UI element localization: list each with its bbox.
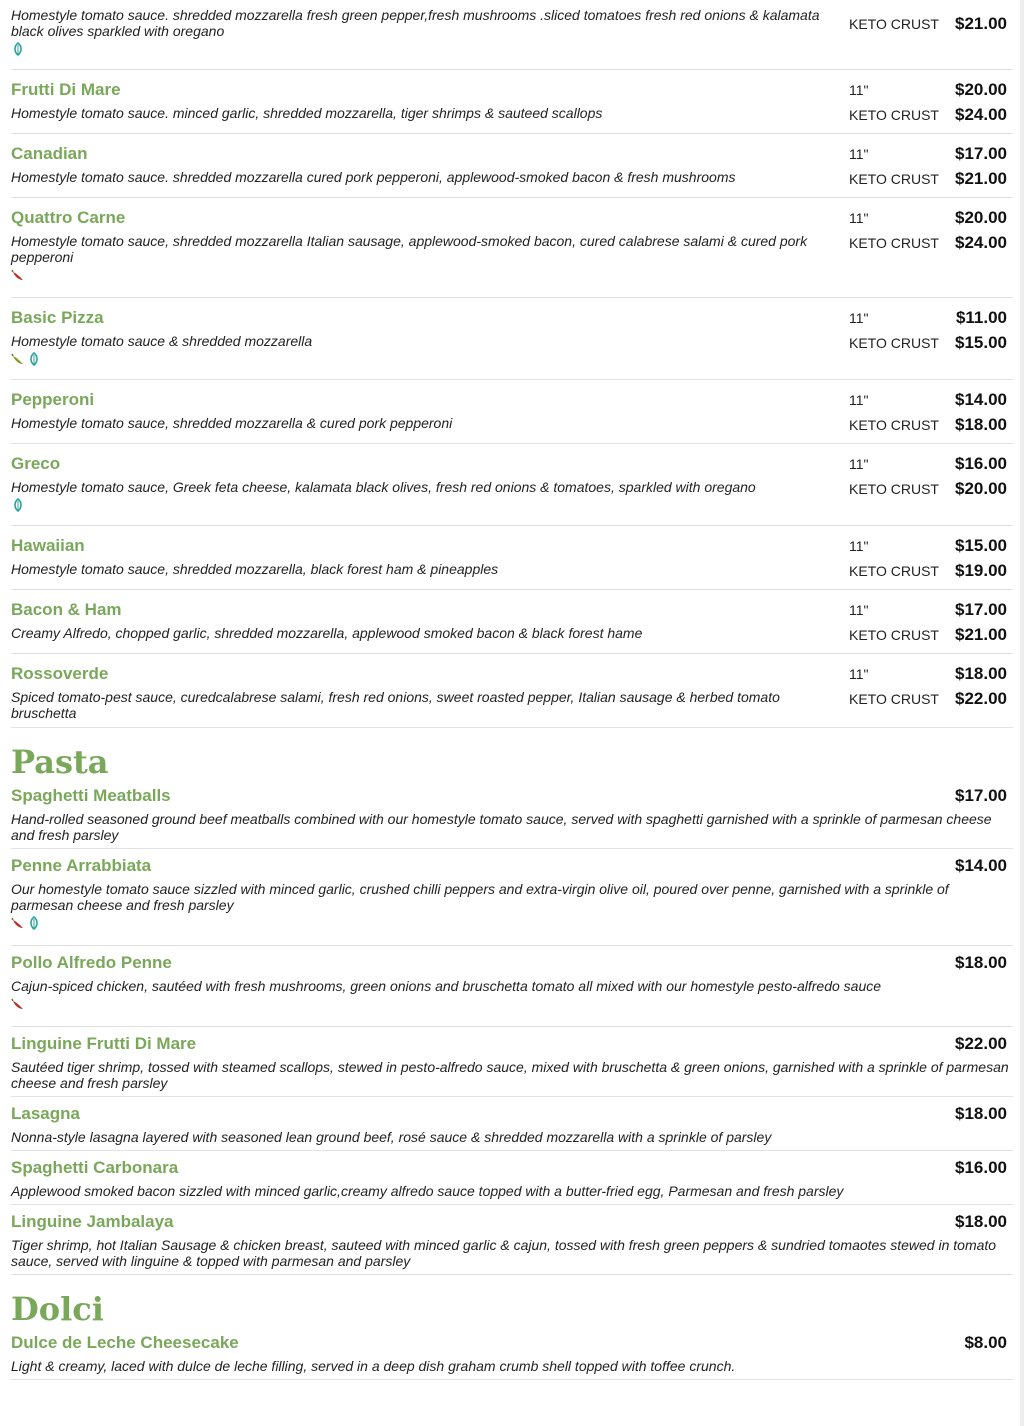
price-row xyxy=(849,476,1007,501)
price-value: $16.00 xyxy=(955,1158,1007,1177)
item-info xyxy=(11,1097,1011,1150)
price-value: $21.00 xyxy=(955,13,1007,33)
item-name[interactable]: Spaghetti Meatballs xyxy=(11,786,171,805)
item-info xyxy=(11,1329,1011,1379)
price-row xyxy=(849,11,1007,36)
item-name[interactable]: Penne Arrabbiata xyxy=(11,856,152,875)
price-size-label: KETO CRUST xyxy=(849,170,939,187)
item-info xyxy=(11,654,841,727)
pasta-item xyxy=(11,782,1013,849)
price-row xyxy=(849,166,1007,191)
item-info xyxy=(11,590,841,653)
price-list xyxy=(849,141,1007,191)
price-list xyxy=(849,387,1007,437)
item-info xyxy=(11,782,1011,848)
pizza-item xyxy=(11,526,1013,590)
pasta-item xyxy=(11,946,1013,1027)
price-value: $20.00 xyxy=(955,478,1007,498)
vegetarian-icon xyxy=(27,352,41,366)
pasta-section-title: Pasta xyxy=(11,743,109,781)
item-info xyxy=(11,1151,1011,1204)
price-value: $19.00 xyxy=(955,560,1007,580)
item-description: Homestyle tomato sauce. minced garlic, shredded mozzarella, tiger shrimps & sauteed scallops xyxy=(11,105,603,121)
item-description: Spiced tomato-pest sauce, curedcalabrese salami, fresh red onions, sweet roasted pepper, Italian sausage & herbed tomato bruschetta xyxy=(11,689,780,721)
price-size-label: 11" xyxy=(849,145,869,162)
price-list xyxy=(849,533,1007,583)
pizza-item xyxy=(11,134,1013,198)
price-size-label: KETO CRUST xyxy=(849,690,939,707)
spicy-icon xyxy=(11,997,25,1011)
price-size-label: KETO CRUST xyxy=(849,480,939,497)
item-description: Homestyle tomato sauce, Greek feta cheese, kalamata black olives, fresh red onions & tomatoes, sparkled with oregano xyxy=(11,479,756,495)
item-name[interactable]: Pollo Alfredo Penne xyxy=(11,953,172,972)
item-name[interactable]: Pepperoni xyxy=(11,390,95,409)
item-name[interactable]: Bacon & Ham xyxy=(11,600,122,619)
item-name[interactable]: Linguine Frutti Di Mare xyxy=(11,1034,197,1053)
price-row xyxy=(849,230,1007,255)
price-list xyxy=(849,597,1007,647)
item-name[interactable]: Basic Pizza xyxy=(11,308,104,327)
price-value: $24.00 xyxy=(955,104,1007,124)
item-description: Homestyle tomato sauce, shredded mozzarella, black forest ham & pineapples xyxy=(11,561,499,577)
pasta-item xyxy=(11,1027,1013,1097)
dolci-item xyxy=(11,1329,1013,1380)
price-size-label: 11" xyxy=(849,391,869,408)
price-value: $21.00 xyxy=(955,168,1007,188)
price-row xyxy=(849,558,1007,583)
vegetarian-icon xyxy=(11,42,25,56)
vegetarian-icon xyxy=(27,916,41,930)
price-value: $24.00 xyxy=(955,232,1007,252)
price-size-label: 11" xyxy=(849,455,869,472)
pizza-item xyxy=(11,7,1013,70)
item-description: Nonna-style lasagna layered with seasoned lean ground beef, rosé sauce & shredded mozzarella with a sprinkle of parsley xyxy=(11,1129,772,1145)
price-value: $17.00 xyxy=(955,599,1007,619)
price-value: $14.00 xyxy=(955,856,1007,875)
price-value: $22.00 xyxy=(955,1034,1007,1053)
price-value: $15.00 xyxy=(955,535,1007,555)
diet-icons xyxy=(11,351,841,367)
price-value: $20.00 xyxy=(955,207,1007,227)
price-value: $18.00 xyxy=(955,663,1007,683)
price-value: $20.00 xyxy=(955,79,1007,99)
price-size-label: 11" xyxy=(849,665,869,682)
item-description: Hand-rolled seasoned ground beef meatballs combined with our homestyle tomato sauce, served with spaghetti garnished with a sprinkle of parmesan cheese and fresh parsley xyxy=(11,811,992,843)
price-size-label: KETO CRUST xyxy=(849,626,939,643)
item-info xyxy=(11,380,841,443)
price-row xyxy=(849,205,1007,230)
price-size-label: 11" xyxy=(849,601,869,618)
diet-icons xyxy=(11,497,841,513)
pasta-item xyxy=(11,849,1013,946)
price-row xyxy=(849,141,1007,166)
price-list xyxy=(849,11,1007,36)
pizza-item xyxy=(11,380,1013,444)
item-info xyxy=(11,444,841,525)
price-list xyxy=(849,451,1007,501)
item-info xyxy=(11,298,841,379)
item-description: Homestyle tomato sauce. shredded mozzarella cured pork pepperoni, applewood-smoked bacon & fresh mushrooms xyxy=(11,169,736,185)
item-name[interactable]: Quattro Carne xyxy=(11,208,126,227)
diet-icons xyxy=(11,41,841,57)
price-value: $18.00 xyxy=(955,1104,1007,1123)
item-name[interactable]: Canadian xyxy=(11,144,88,163)
price-size-label: KETO CRUST xyxy=(849,334,939,351)
item-description: Light & creamy, laced with dulce de leche filling, served in a deep dish graham crumb shell topped with toffee crunch. xyxy=(11,1358,736,1374)
item-info xyxy=(11,849,1011,945)
price-row xyxy=(849,451,1007,476)
item-info xyxy=(11,1027,1011,1096)
vegetarian-icon xyxy=(11,498,25,512)
price-value: $8.00 xyxy=(964,1333,1007,1352)
item-name[interactable]: Linguine Jambalaya xyxy=(11,1212,174,1231)
item-description: Homestyle tomato sauce, shredded mozzarella & cured pork pepperoni xyxy=(11,415,453,431)
pasta-item xyxy=(11,1097,1013,1151)
item-info xyxy=(11,946,1011,1026)
price-row xyxy=(849,412,1007,437)
price-size-label: KETO CRUST xyxy=(849,416,939,433)
item-info xyxy=(11,70,841,131)
price-row xyxy=(849,597,1007,622)
item-info xyxy=(11,198,841,297)
item-description: Creamy Alfredo, chopped garlic, shredded mozzarella, applewood smoked bacon & black forest hame xyxy=(11,625,643,641)
price-value: $18.00 xyxy=(955,953,1007,972)
item-description: Tiger shrimp, hot Italian Sausage & chicken breast, sauteed with minced garlic & cajun, tossed with fresh green peppers & sundried tomaotes stewed in tomato sauce, served with linguine & topped with parmesan and parsley xyxy=(11,1237,997,1269)
item-info xyxy=(11,526,841,589)
price-size-label: 11" xyxy=(849,537,869,554)
price-row xyxy=(849,533,1007,558)
price-size-label: KETO CRUST xyxy=(849,562,939,579)
diet-icons xyxy=(11,267,841,283)
price-list xyxy=(849,77,1007,127)
price-value: $16.00 xyxy=(955,453,1007,473)
price-row xyxy=(849,661,1007,686)
price-size-label: KETO CRUST xyxy=(849,234,939,251)
price-value: $17.00 xyxy=(955,786,1007,805)
price-value: $17.00 xyxy=(955,143,1007,163)
spicy-icon xyxy=(11,916,25,930)
price-row xyxy=(849,77,1007,102)
price-value: $14.00 xyxy=(955,389,1007,409)
price-row xyxy=(849,622,1007,647)
spicy-icon xyxy=(11,268,25,282)
item-name[interactable]: Hawaiian xyxy=(11,536,85,555)
item-description: Homestyle tomato sauce, shredded mozzarella Italian sausage, applewood-smoked bacon, cured calabrese salami & cured pork pepperoni xyxy=(11,233,808,265)
price-size-label: 11" xyxy=(849,81,869,98)
item-name[interactable]: Spaghetti Carbonara xyxy=(11,1158,179,1177)
price-list xyxy=(849,205,1007,255)
price-size-label: KETO CRUST xyxy=(849,106,939,123)
diet-icons xyxy=(11,915,1011,931)
item-description: Our homestyle tomato sauce sizzled with minced garlic, crushed chilli peppers and extra-virgin olive oil, poured over penne, garnished with a sprinkle of parmesan cheese and fresh parsley xyxy=(11,881,949,913)
pizza-item xyxy=(11,298,1013,380)
price-value: $15.00 xyxy=(955,332,1007,352)
price-size-label: 11" xyxy=(849,209,869,226)
price-list xyxy=(849,305,1007,355)
item-info xyxy=(11,134,841,197)
pizza-item xyxy=(11,654,1013,728)
price-value: $11.00 xyxy=(955,307,1007,327)
pizza-item xyxy=(11,444,1013,526)
price-size-label: KETO CRUST xyxy=(849,15,939,32)
pasta-item xyxy=(11,1151,1013,1205)
item-name[interactable]: Dulce de Leche Cheesecake xyxy=(11,1333,239,1352)
item-description: Homestyle tomato sauce. shredded mozzarella fresh green pepper,fresh mushrooms .sliced tomatoes fresh red onions & kalamata black olives sparkled with oregano xyxy=(11,7,820,39)
item-description: Applewood smoked bacon sizzled with minced garlic,creamy alfredo sauce topped with a butter-fried egg, Parmesan and fresh parsley xyxy=(11,1183,844,1199)
item-name[interactable]: Greco xyxy=(11,454,61,473)
diet-icons xyxy=(11,996,1011,1012)
price-size-label: 11" xyxy=(849,309,869,326)
item-name[interactable]: Frutti Di Mare xyxy=(11,80,121,99)
item-info xyxy=(11,1205,1011,1274)
price-row xyxy=(849,330,1007,355)
scrollbar[interactable] xyxy=(1020,0,1024,1426)
dolci-section-title: Dolci xyxy=(11,1290,104,1328)
price-value: $22.00 xyxy=(955,688,1007,708)
price-row xyxy=(849,305,1007,330)
price-row xyxy=(849,686,1007,711)
price-value: $18.00 xyxy=(955,414,1007,434)
price-row xyxy=(849,102,1007,127)
mild-icon xyxy=(11,352,25,366)
pizza-item xyxy=(11,70,1013,134)
item-name[interactable]: Rossoverde xyxy=(11,664,109,683)
item-description: Homestyle tomato sauce & shredded mozzarella xyxy=(11,333,313,349)
item-description: Cajun-spiced chicken, sautéed with fresh mushrooms, green onions and bruschetta tomato all mixed with our homestyle pesto-alfredo sauce xyxy=(11,978,882,994)
price-value: $18.00 xyxy=(955,1212,1007,1231)
price-value: $21.00 xyxy=(955,624,1007,644)
item-description: Sautéed tiger shrimp, tossed with steamed scallops, stewed in pesto-alfredo sauce, mixed with bruschetta & green onions, garnished with a sprinkle of parmesan cheese and fresh parsley xyxy=(11,1059,1009,1091)
item-info xyxy=(11,7,841,69)
item-name[interactable]: Lasagna xyxy=(11,1104,80,1123)
price-row xyxy=(849,387,1007,412)
pasta-item xyxy=(11,1205,1013,1275)
menu xyxy=(11,0,1013,1380)
pizza-item xyxy=(11,590,1013,654)
pizza-item xyxy=(11,198,1013,298)
price-list xyxy=(849,661,1007,711)
